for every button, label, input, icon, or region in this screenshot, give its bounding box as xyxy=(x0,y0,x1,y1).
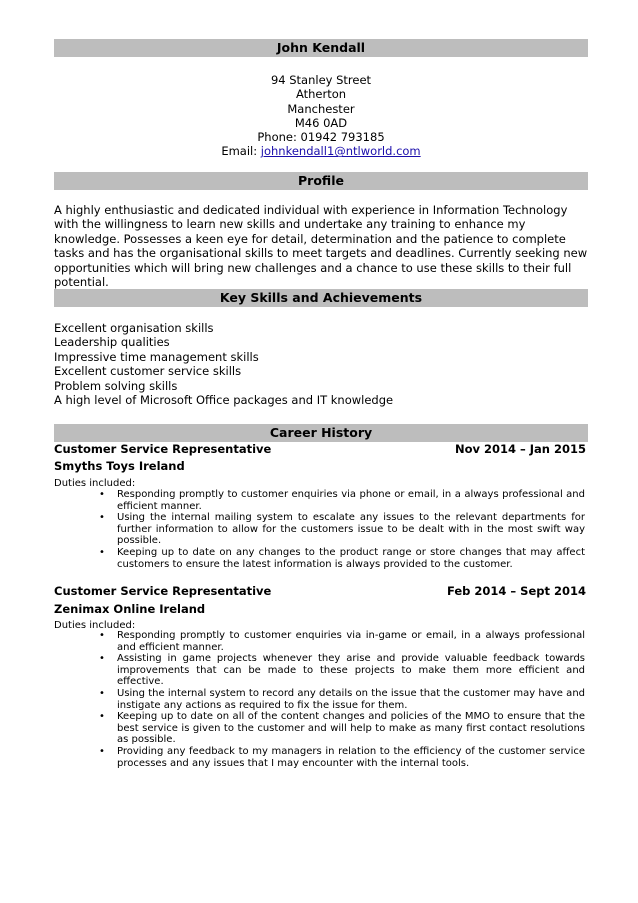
skill-item: Excellent customer service skills xyxy=(54,364,242,379)
duty-item: • Keeping up to date on all of the content changes and policies of the MMO to ensure that the best service is given to the customer and will help to make as many first contact resolutions as possible. xyxy=(99,711,585,746)
job-2-duties-label: Duties included: xyxy=(54,620,136,631)
address-line-2: Atherton xyxy=(295,87,347,102)
duty-item: • Responding promptly to customer enquiries via phone or email, in a always professional and efficient manner. xyxy=(99,489,585,512)
duty-item: • Providing any feedback to my managers in relation to the efficiency of the customer service processes and any issues that I may encounter with the internal tools. xyxy=(99,746,585,769)
name-heading: John Kendall xyxy=(54,39,588,57)
job-2-header xyxy=(54,583,586,599)
duty-item: • Using the internal system to record any details on the issue that the customer may have and instigate any actions as required to fix the issue for them. xyxy=(99,688,585,711)
job-2-title: Customer Service Representative xyxy=(54,584,272,598)
career-heading: Career History xyxy=(54,424,588,442)
skill-item: A high level of Microsoft Office packages and IT knowledge xyxy=(54,393,394,408)
profile-heading: Profile xyxy=(54,172,588,190)
job-1-header xyxy=(54,441,586,457)
skill-item: Leadership qualities xyxy=(54,335,170,350)
duty-item: • Assisting in game projects whenever they arise and provide valuable feedback towards improvements that can be made to these projects to make them more efficient and effective. xyxy=(99,653,585,688)
job-1-dates: Nov 2014 – Jan 2015 xyxy=(454,442,586,456)
job-2-duties-list xyxy=(99,630,585,769)
profile-text: A highly enthusiastic and dedicated individual with experience in Information Technology with the willingness to learn new skills and undertake any training to enhance my knowledge. Possesses a keen eye for detail, determination and the patience to complete tasks and has the organisational skills to meet targets and deadlines. Currently seeking new opportunities which will bring new challenges and a chance to use these skills to their full potential. xyxy=(54,203,588,290)
address-line-1: 94 Stanley Street xyxy=(270,73,372,87)
job-1-duties-label: Duties included: xyxy=(54,478,136,489)
address-line-4: M46 0AD xyxy=(294,115,348,130)
contact-block xyxy=(54,73,588,159)
duty-item: • Responding promptly to customer enquiries via in-game or email, in a always professional and efficient manner. xyxy=(99,630,585,653)
duty-item: • Keeping up to date on any changes to the product range or store changes that may affect customers to ensure the latest information is always provided to the customer. xyxy=(99,547,585,570)
phone-line: Phone: 01942 793185 xyxy=(257,130,385,145)
job-1-duties-list xyxy=(99,489,585,570)
skills-heading: Key Skills and Achievements xyxy=(54,289,588,307)
skill-item: Excellent organisation skills xyxy=(54,321,214,335)
address-line-3: Manchester xyxy=(287,101,355,116)
email-label: Email: xyxy=(221,144,258,159)
email-line xyxy=(54,144,588,158)
skill-item: Impressive time management skills xyxy=(54,349,259,364)
job-2-company: Zenimax Online Ireland xyxy=(54,602,206,616)
duty-item: • Using the internal mailing system to escalate any issues to the relevant departments for further information to allow for the customers issue to be dealt with in the most swift way possible. xyxy=(99,512,585,547)
email-link[interactable]: johnkendall1@ntlworld.com xyxy=(260,144,421,159)
skills-list xyxy=(54,321,588,407)
job-2-dates: Feb 2014 – Sept 2014 xyxy=(446,584,586,598)
skill-item: Problem solving skills xyxy=(54,378,178,393)
job-1-title: Customer Service Representative xyxy=(54,442,272,456)
job-1-company: Smyths Toys Ireland xyxy=(54,459,185,473)
